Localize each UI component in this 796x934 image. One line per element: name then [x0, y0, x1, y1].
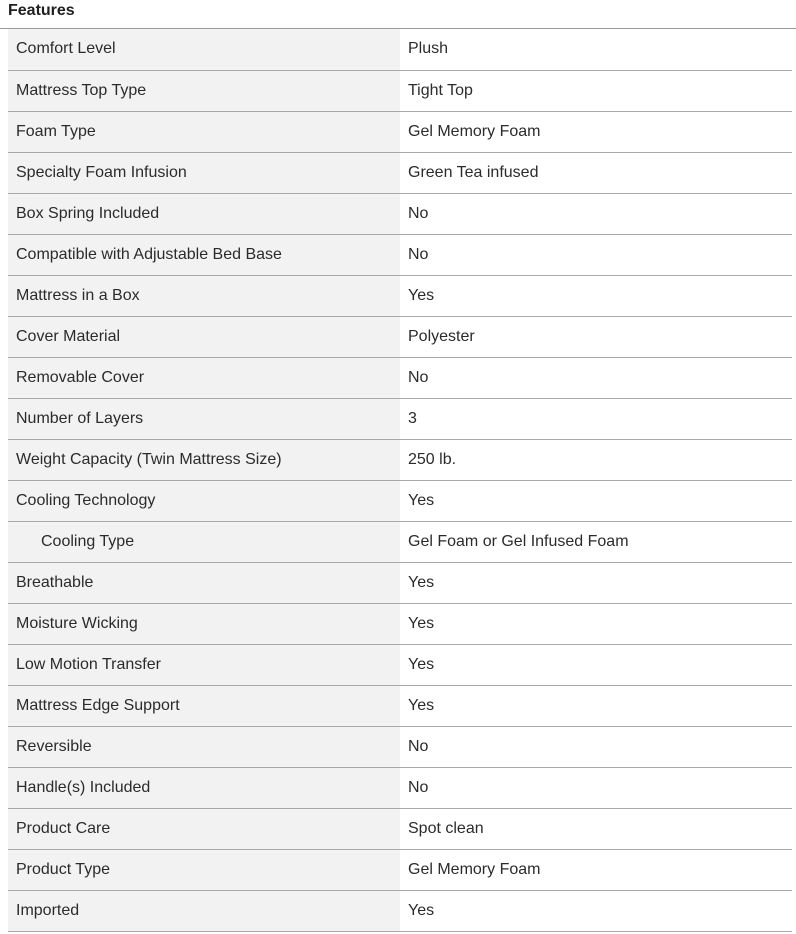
- spec-row-low-motion-transfer: [8, 644, 792, 685]
- spec-label: Cooling Type: [8, 521, 400, 562]
- spec-row-specialty-foam-infusion: [8, 152, 792, 193]
- spec-label: Moisture Wicking: [8, 603, 400, 644]
- spec-row-number-of-layers: [8, 398, 792, 439]
- spec-row-moisture-wicking: [8, 603, 792, 644]
- spec-label: Low Motion Transfer: [8, 644, 400, 685]
- spec-row-handles-included: [8, 767, 792, 808]
- spec-label: Mattress Edge Support: [8, 685, 400, 726]
- spec-row-comfort-level: [8, 29, 792, 70]
- spec-row-foam-type: [8, 111, 792, 152]
- spec-value: No: [400, 767, 792, 808]
- spec-label: Imported: [8, 890, 400, 931]
- spec-label: Cooling Technology: [8, 480, 400, 521]
- spec-value: No: [400, 234, 792, 275]
- spec-row-cooling-technology: [8, 480, 792, 521]
- spec-label: Mattress in a Box: [8, 275, 400, 316]
- spec-label: Handle(s) Included: [8, 767, 400, 808]
- spec-label: Compatible with Adjustable Bed Base: [8, 234, 400, 275]
- spec-label: Breathable: [8, 562, 400, 603]
- spec-row-reversible: [8, 726, 792, 767]
- spec-row-box-spring-included: [8, 193, 792, 234]
- spec-row-removable-cover: [8, 357, 792, 398]
- spec-value: No: [400, 726, 792, 767]
- spec-row-mattress-top-type: [8, 70, 792, 111]
- spec-row-weight-capacity: [8, 439, 792, 480]
- spec-value: Yes: [400, 603, 792, 644]
- spec-value: 3: [400, 398, 792, 439]
- spec-label: Product Type: [8, 849, 400, 890]
- spec-row-product-care: [8, 808, 792, 849]
- spec-value: 250 lb.: [400, 439, 792, 480]
- spec-value: Yes: [400, 275, 792, 316]
- spec-value: No: [400, 357, 792, 398]
- spec-label: Comfort Level: [8, 29, 400, 70]
- spec-label: Weight Capacity (Twin Mattress Size): [8, 439, 400, 480]
- spec-row-mattress-edge-support: [8, 685, 792, 726]
- spec-row-cover-material: [8, 316, 792, 357]
- spec-value: Yes: [400, 480, 792, 521]
- spec-label: Mattress Top Type: [8, 70, 400, 111]
- spec-value: Gel Memory Foam: [400, 849, 792, 890]
- spec-label: Cover Material: [8, 316, 400, 357]
- spec-value: Gel Memory Foam: [400, 111, 792, 152]
- spec-label: Specialty Foam Infusion: [8, 152, 400, 193]
- spec-label: Box Spring Included: [8, 193, 400, 234]
- spec-label: Removable Cover: [8, 357, 400, 398]
- spec-row-compatible-adjustable-base: [8, 234, 792, 275]
- spec-row-mattress-in-a-box: [8, 275, 792, 316]
- spec-value: Yes: [400, 644, 792, 685]
- spec-value: No: [400, 193, 792, 234]
- spec-value: Yes: [400, 685, 792, 726]
- spec-label: Foam Type: [8, 111, 400, 152]
- spec-value: Gel Foam or Gel Infused Foam: [400, 521, 792, 562]
- features-spec-table: [8, 29, 792, 932]
- spec-value: Spot clean: [400, 808, 792, 849]
- spec-label: Reversible: [8, 726, 400, 767]
- spec-value: Yes: [400, 890, 792, 931]
- spec-value: Green Tea infused: [400, 152, 792, 193]
- spec-value: Polyester: [400, 316, 792, 357]
- spec-value: Plush: [400, 29, 792, 70]
- spec-value: Yes: [400, 562, 792, 603]
- spec-row-breathable: [8, 562, 792, 603]
- spec-label: Number of Layers: [8, 398, 400, 439]
- spec-row-cooling-type: [8, 521, 792, 562]
- features-title: Features: [0, 0, 796, 29]
- spec-row-product-type: [8, 849, 792, 890]
- spec-label: Product Care: [8, 808, 400, 849]
- spec-row-imported: [8, 890, 792, 931]
- spec-value: Tight Top: [400, 70, 792, 111]
